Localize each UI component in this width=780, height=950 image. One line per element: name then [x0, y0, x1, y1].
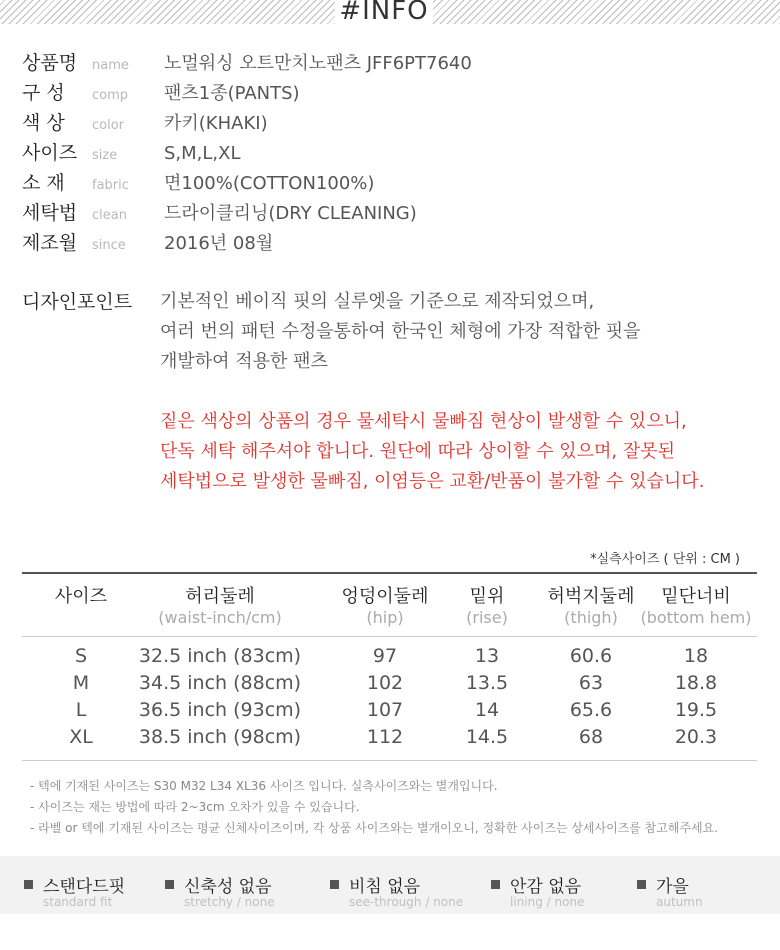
spec-row	[22, 108, 472, 138]
square-bullet-icon	[165, 880, 174, 889]
cell-hem: 18	[683, 645, 709, 667]
cell-rise: 14	[474, 699, 500, 721]
attribute-fit	[24, 872, 125, 909]
spec-row	[22, 198, 472, 228]
attribute-sub: standard fit	[43, 895, 113, 909]
spec-row	[22, 48, 472, 78]
col-sub-hip: (hip)	[366, 608, 404, 627]
size-notes	[30, 776, 718, 839]
cell-hip: 102	[366, 672, 404, 694]
cell-rise: 13	[474, 645, 500, 667]
col-sub-rise: (rise)	[466, 608, 508, 627]
attribute-label: 비침 없음	[349, 877, 421, 897]
col-header-rise: 밑위	[469, 586, 505, 607]
spec-en: size	[92, 148, 118, 163]
cell-hip: 107	[366, 699, 404, 721]
cell-waist: 32.5 inch (83cm)	[138, 645, 302, 667]
spec-label: 구 성	[22, 82, 65, 104]
spec-value: 2016년 08월	[164, 233, 274, 254]
square-bullet-icon	[491, 880, 500, 889]
cell-size: L	[75, 699, 87, 721]
warning-line: 짙은 색상의 상품의 경우 물세탁시 물빠짐 현상이 발생할 수 있으니,	[160, 411, 687, 432]
spec-row	[22, 138, 472, 168]
col-header-thigh: 허벅지둘레	[547, 586, 635, 607]
washing-warning	[160, 407, 780, 497]
cell-hem: 19.5	[674, 699, 718, 721]
attribute-sub: lining / none	[510, 895, 585, 909]
note-line: - 라벨 or 텍에 기재된 사이즈는 평균 신체사이즈이며, 각 상품 사이즈와는 별개이오니, 정확한 사이즈는 상세사이즈를 참고해주세요.	[30, 821, 719, 835]
cell-thigh: 63	[578, 672, 604, 694]
design-line: 기본적인 베이직 핏의 실루엣을 기준으로 제작되었으며,	[160, 291, 595, 312]
cell-waist: 36.5 inch (93cm)	[138, 699, 302, 721]
spec-label: 제조월	[22, 232, 78, 254]
spec-en: color	[92, 118, 125, 133]
cell-thigh: 68	[578, 726, 604, 748]
spec-row	[22, 168, 472, 198]
spec-value: 카키(KHAKI)	[164, 113, 268, 134]
design-description	[160, 287, 780, 377]
square-bullet-icon	[330, 880, 339, 889]
col-sub-thigh: (thigh)	[564, 608, 618, 627]
attribute-season	[637, 872, 703, 909]
cell-size: M	[72, 672, 90, 694]
cell-hem: 20.3	[674, 726, 718, 748]
design-line: 여러 번의 패턴 수정을통하여 한국인 체형에 가장 적합한 핏을	[160, 321, 641, 342]
attribute-label: 신축성 없음	[184, 877, 272, 897]
spec-en: fabric	[92, 178, 129, 193]
cell-size: XL	[69, 726, 93, 748]
header-hatch-right	[433, 0, 780, 24]
cell-thigh: 60.6	[569, 645, 613, 667]
cell-waist: 38.5 inch (98cm)	[138, 726, 302, 748]
cell-thigh: 65.6	[569, 699, 613, 721]
attribute-sub: stretchy / none	[184, 895, 275, 909]
spec-en: name	[92, 58, 129, 73]
cell-hem: 18.8	[674, 672, 718, 694]
attribute-lining	[491, 872, 584, 909]
table-top-border	[22, 572, 757, 574]
spec-label: 세탁법	[22, 202, 78, 224]
note-line: - 사이즈는 재는 방법에 따라 2~3cm 오차가 있을 수 있습니다.	[30, 800, 360, 814]
info-title: #INFO	[339, 0, 429, 26]
warning-line: 단독 세탁 해주셔야 합니다. 원단에 따라 상이할 수 있으며, 잘못된	[160, 441, 676, 462]
attribute-seethrough	[330, 872, 463, 909]
spec-en: comp	[92, 88, 129, 103]
spec-label: 소 재	[22, 172, 65, 194]
spec-value: 팬츠1종(PANTS)	[164, 83, 300, 104]
cell-size: S	[74, 645, 88, 667]
cell-hip: 97	[372, 645, 398, 667]
col-header-size: 사이즈	[54, 586, 108, 607]
col-sub-waist: (waist-inch/cm)	[158, 608, 282, 627]
spec-label: 색 상	[22, 112, 65, 134]
table-header-divider	[22, 636, 757, 637]
spec-label: 사이즈	[22, 142, 78, 164]
spec-value: 드라이클리닝(DRY CLEANING)	[164, 203, 417, 224]
spec-label: 상품명	[22, 52, 78, 74]
spec-row	[22, 78, 472, 108]
cell-hip: 112	[366, 726, 404, 748]
col-header-hip: 엉덩이둘레	[341, 586, 429, 607]
attribute-label: 안감 없음	[510, 877, 582, 897]
attribute-label: 가을	[656, 877, 689, 897]
spec-list	[22, 48, 472, 258]
unit-note: *실측사이즈 ( 단위 : CM )	[590, 552, 740, 567]
square-bullet-icon	[637, 880, 646, 889]
col-header-hem: 밑단너비	[661, 586, 731, 607]
col-sub-hem: (bottom hem)	[640, 608, 752, 627]
attribute-sub: autumn	[656, 895, 703, 909]
spec-en: clean	[92, 208, 127, 223]
attribute-sub: see-through / none	[349, 895, 464, 909]
cell-waist: 34.5 inch (88cm)	[138, 672, 302, 694]
warning-line: 세탁법으로 발생한 물빠짐, 이염등은 교환/반품이 불가할 수 있습니다.	[160, 471, 705, 492]
square-bullet-icon	[24, 880, 33, 889]
table-bottom-border	[22, 760, 757, 761]
spec-value: 면100%(COTTON100%)	[164, 173, 375, 194]
col-header-waist: 허리둘레	[185, 586, 255, 607]
spec-value: 노멀워싱 오트만치노팬츠 JFF6PT7640	[164, 53, 472, 74]
attribute-bar	[0, 856, 780, 914]
attribute-stretch	[165, 872, 275, 909]
note-line: - 텍에 기재된 사이즈는 S30 M32 L34 XL36 사이즈 입니다. 실측사이즈와는 별개입니다.	[30, 779, 498, 793]
spec-row	[22, 228, 472, 258]
header-hatch-left	[0, 0, 335, 24]
cell-rise: 13.5	[465, 672, 509, 694]
design-line: 개발하여 적용한 팬츠	[160, 351, 328, 372]
spec-en: since	[92, 238, 126, 253]
attribute-label: 스탠다드핏	[43, 877, 126, 897]
cell-rise: 14.5	[465, 726, 509, 748]
spec-value: S,M,L,XL	[164, 143, 241, 164]
design-point-label: 디자인포인트	[22, 291, 133, 313]
